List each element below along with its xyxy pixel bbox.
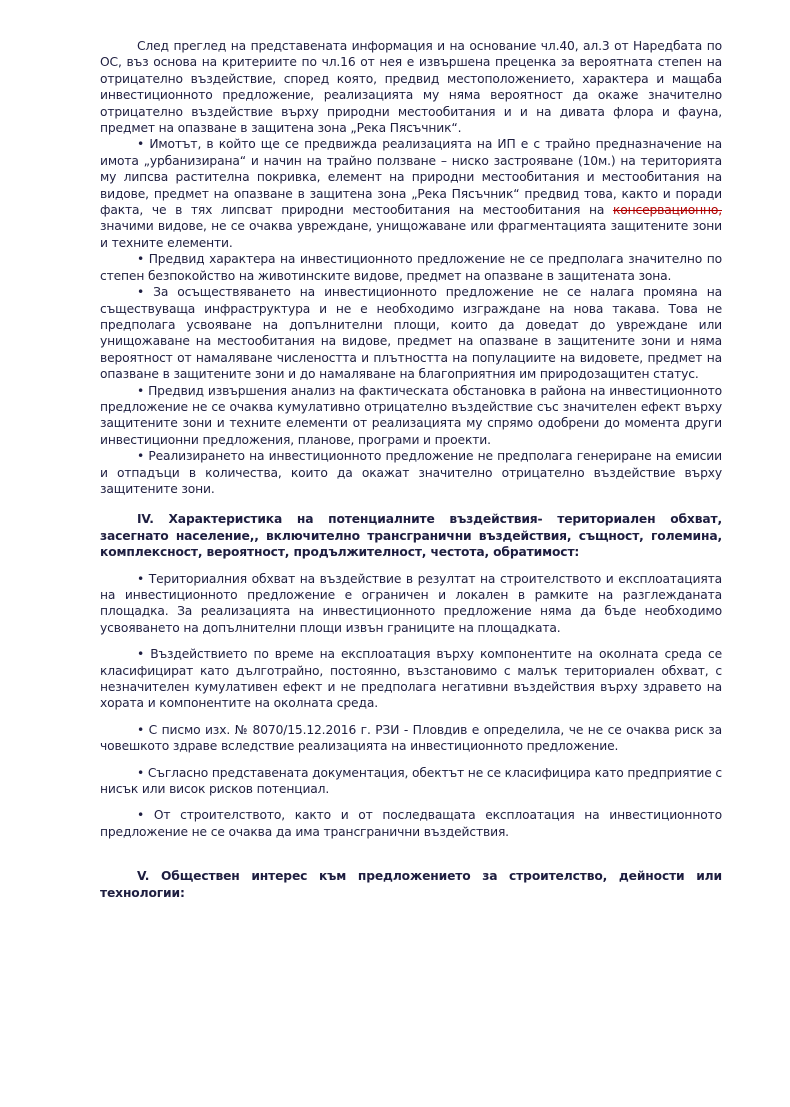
text-run: Съгласно представената документация, обектът не се класифицира като предприятие с нисък или висок рисков потенциал. — [100, 765, 722, 797]
text-run: Териториалния обхват на въздействие в резултат на строителството и експлоатацията на инвестиционното предложение е ограничен и локален в рамките на разглежданата площадка. За реализацията на инвестиционното предложение няма да бъде необходимо усвояването на допълнителни площи извън границите на площадката. — [100, 571, 722, 635]
text-run: С писмо изх. № 8070/15.12.2016 г. РЗИ - Пловдив е определила, че не се очаква риск за човешкото здраве вследствие реализацията на инвестиционното предложение. — [100, 722, 722, 754]
text-run: Имотът, в който ще се предвижда реализацията на ИП е с трайно предназначение на имота „урбанизирана“ и начин на трайно ползване – ниско застрояване (10м.) на територията му липсва растителна покривка, елемент на природни местообитания и местообитания на видове, предмет на опазване в защитена зона „Река Пясъчник“ предвид това, както и поради факта, че в тях липсват природни местообитания на местообитания на — [100, 137, 722, 218]
paragraph — [100, 38, 722, 136]
bullet-paragraph — [100, 765, 722, 798]
deleted-text: консервационно, — [612, 203, 722, 218]
bullet-paragraph — [100, 251, 722, 284]
text-run: IV. Характеристика на потенциалните въздействия- териториален обхват, засегнато население,, включително трансгранични въздействия, същност, големина, комплексност, вероятност, продължителност, честота, обратимост: — [100, 512, 722, 560]
bullet-icon: • — [137, 252, 149, 267]
bullet-paragraph — [100, 807, 722, 840]
text-run: Предвид извършения анализ на фактическата обстановка в района на инвестиционното предложение не се очаква кумулативно отрицателно въздействие със значителен ефект върху защитените зони и техните елементи от реализацията му спрямо одобрени до момента други инвестиционни предложения, планове, програми и проекти. — [100, 383, 722, 447]
text-run: От строителството, както и от последващата експлоатация на инвестиционното предложение не се очаква да има трансгранични въздействия. — [100, 808, 722, 839]
bullet-icon: • — [137, 647, 151, 662]
bullet-icon: • — [137, 137, 150, 152]
bullet-paragraph — [100, 571, 722, 637]
bullet-paragraph — [100, 448, 722, 497]
text-run: Предвид характера на инвестиционното предложение не се предполага значително по степен безпокойство на животинските видове, предмет на опазване в защитената зона. — [100, 252, 722, 283]
text-run: Въздействието по време на експлоатация върху компонентите на околната среда се класифицират като дълготрайно, постоянно, възстановимо с малък териториален обхват, с незначителен кумулативен ефект и не предполага негативни въздействия върху здравето на хората и компонентите на околната среда. — [100, 647, 722, 711]
bullet-icon: • — [137, 383, 149, 398]
bullet-paragraph — [100, 284, 722, 382]
document-content — [100, 38, 722, 901]
text-run: значими видове, не се очаква увреждане, унищожаване или фрагментацията защитените зони и техните елементи. — [100, 219, 722, 250]
section-heading — [100, 511, 722, 560]
text-run: За осъществяването на инвестиционното предложение не се налага промяна на съществуваща инфраструктура и не е необходимо изграждане на нова такава. Това не предполага усвояване на допълнителни площи, които да доведат до увреждане или унищожаване на местообитания на видове, предмет на опазване в защитените зони и няма вероятност от намаляване числеността и плътността на популациите на видовете, предмет на опазване в защитените зони и до намаляване на благоприятния им природозащитен статус. — [100, 285, 722, 382]
bullet-icon: • — [137, 571, 149, 586]
bullet-paragraph — [100, 136, 722, 251]
bullet-icon: • — [137, 808, 154, 823]
text-run: Реализирането на инвестиционното предложение не предполага генериране на емисии и отпадъци в количества, които да окажат значително отрицателно въздействие върху защитените зони. — [100, 449, 722, 496]
bullet-icon: • — [137, 285, 154, 300]
text-run: След преглед на представената информация и на основание чл.40, ал.3 от Наредбата по ОС, въз основа на критериите по чл.16 от нея е извършена преценка за вероятната степен на отрицателно въздействие, според която, предвид местоположението, характера и мащаба инвестиционното предложение, реализацията му няма вероятност да окаже значително отрицателно въздействие върху природни местообитания и и на дивата флора и фауна, предмет на опазване в защитена зона „Река Пясъчник“. — [100, 39, 722, 136]
bullet-paragraph — [100, 383, 722, 449]
bullet-paragraph — [100, 722, 722, 755]
section-heading — [100, 868, 722, 901]
text-run: V. Обществен интерес към предложението за строителство, дейности или технологии: — [100, 869, 722, 900]
bullet-paragraph — [100, 646, 722, 712]
bullet-icon: • — [137, 765, 148, 780]
bullet-icon: • — [137, 449, 149, 464]
bullet-icon: • — [137, 722, 149, 737]
